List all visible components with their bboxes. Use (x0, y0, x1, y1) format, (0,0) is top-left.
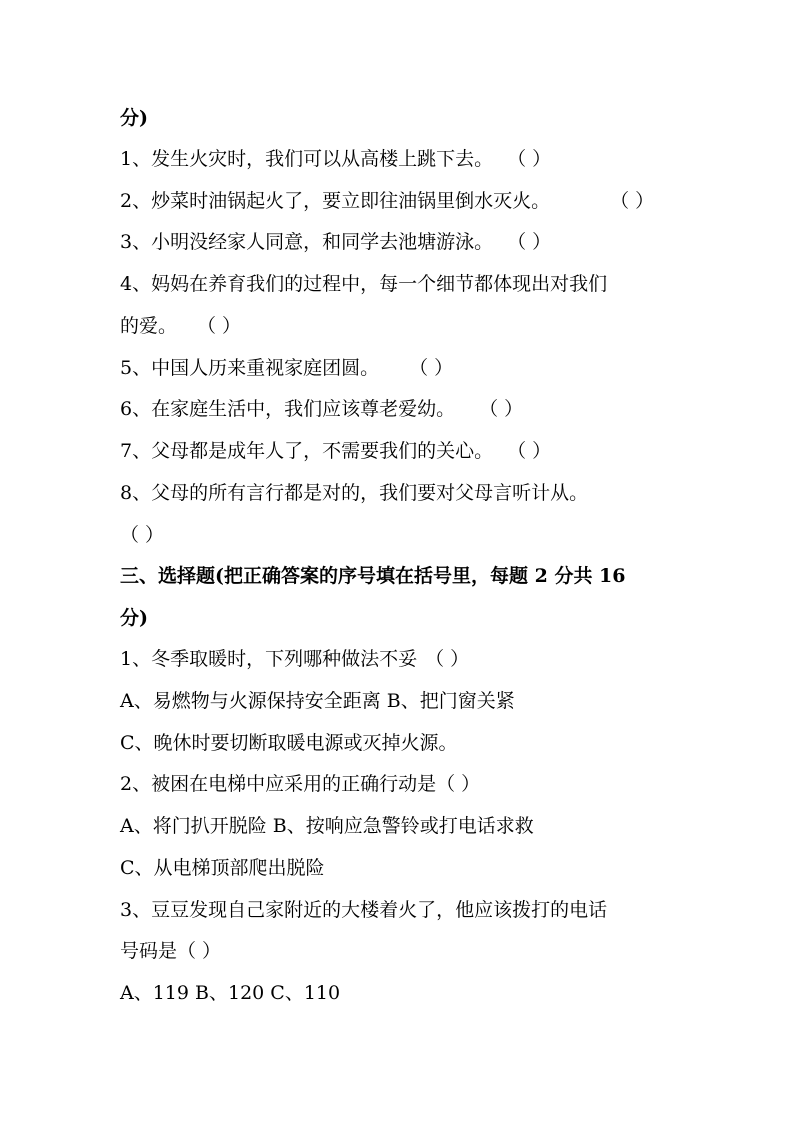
true-false-question-4: 4、妈妈在养育我们的过程中，每一个细节都体现出对我们 (120, 273, 608, 295)
answer-bracket: （ ） (507, 148, 552, 170)
answer-bracket: （ ） (409, 357, 454, 379)
answer-bracket: （ ） (197, 315, 242, 337)
true-false-question-6: 6、在家庭生活中，我们应该尊老爱幼。 （ ） (120, 398, 524, 420)
true-false-question-4-cont: 的爱。 （ ） (120, 315, 242, 337)
section-heading-choice: 三、选择题(把正确答案的序号填在括号里，每题 2 分共 16 (120, 565, 626, 587)
answer-bracket: （ ） (610, 190, 655, 212)
choice-question-2-option-c: C、从电梯顶部爬出脱险 (120, 857, 325, 879)
true-false-question-8: 8、父母的所有言行都是对的，我们要对父母言听计从。 (120, 482, 589, 504)
choice-question-2-options-ab: A、将门扒开脱险 B、按响应急警铃或打电话求救 (120, 815, 534, 837)
choice-question-3-options: A、119 B、120 C、110 (120, 982, 341, 1004)
true-false-question-1: 1、发生火灾时，我们可以从高楼上跳下去。 （ ） (120, 148, 552, 170)
true-false-question-5: 5、中国人历来重视家庭团圆。 （ ） (120, 357, 454, 379)
choice-question-1: 1、冬季取暖时，下列哪种做法不妥 （ ） (120, 648, 470, 670)
choice-question-1-option-c: C、晚休时要切断取暖电源或灭掉火源。 (120, 732, 458, 754)
section-heading-continuation: 分) (120, 107, 148, 129)
choice-question-3-cont: 号码是（ ） (120, 940, 222, 962)
choice-question-3: 3、豆豆发现自己家附近的大楼着火了，他应该拨打的电话 (120, 899, 608, 921)
true-false-question-2: 2、炒菜时油锅起火了，要立即往油锅里倒水灭火。 （ ） (120, 190, 655, 212)
choice-question-1-options-ab: A、易燃物与火源保持安全距离 B、把门窗关紧 (120, 690, 515, 712)
answer-bracket: （ ） (507, 231, 552, 253)
answer-bracket: （ ） (479, 398, 524, 420)
answer-bracket: （ ） (425, 648, 470, 670)
true-false-question-8-bracket: （ ） (120, 524, 165, 546)
section-heading-choice-cont: 分) (120, 607, 148, 629)
choice-question-2: 2、被困在电梯中应采用的正确行动是（ ） (120, 773, 481, 795)
true-false-question-3: 3、小明没经家人同意，和同学去池塘游泳。 （ ） (120, 231, 552, 253)
answer-bracket: （ ） (507, 440, 552, 462)
true-false-question-7: 7、父母都是成年人了，不需要我们的关心。 （ ） (120, 440, 552, 462)
